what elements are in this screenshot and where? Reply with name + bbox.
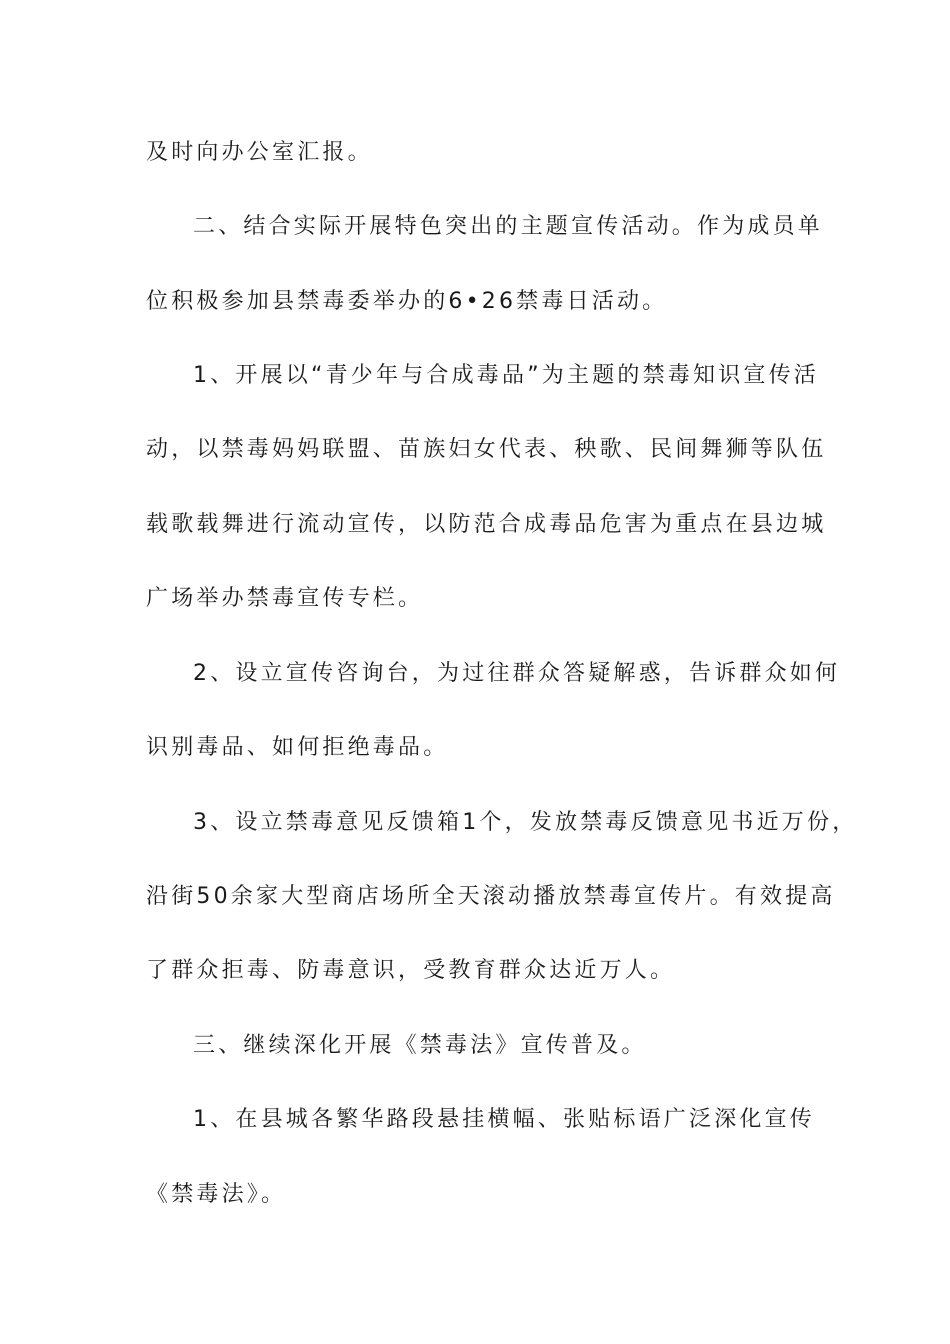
text-line: 载歌载舞进行流动宣传，以防范合成毒品危害为重点在县边城 bbox=[146, 512, 827, 537]
list-item-3: 3、设立禁毒意见反馈箱1个，发放禁毒反馈意见书近万份， bbox=[193, 810, 858, 835]
section-heading-3: 三、继续深化开展《禁毒法》宣传普及。 bbox=[193, 1033, 647, 1058]
text-line: 广场举办禁毒宣传专栏。 bbox=[146, 586, 424, 611]
text-line: 《禁毒法》。 bbox=[146, 1182, 287, 1207]
text-line: 识别毒品、如何拒绝毒品。 bbox=[146, 735, 449, 760]
text-line: 动，以禁毒妈妈联盟、苗族妇女代表、秧歌、民间舞狮等队伍 bbox=[146, 437, 827, 462]
list-item-1: 1、在县城各繁华路段悬挂横幅、张贴标语广泛深化宣传 bbox=[193, 1107, 815, 1132]
list-item-1: 1、开展以“青少年与合成毒品”为主题的禁毒知识宣传活 bbox=[193, 363, 819, 388]
text-line: 及时向办公室汇报。 bbox=[146, 140, 373, 165]
text-line: 了群众拒毒、防毒意识，受教育群众达近万人。 bbox=[146, 958, 676, 983]
text-line: 沿街50余家大型商店场所全天滚动播放禁毒宣传片。有效提高 bbox=[146, 884, 836, 909]
section-heading-2: 二、结合实际开展特色突出的主题宣传活动。作为成员单 bbox=[193, 214, 824, 239]
list-item-2: 2、设立宣传咨询台，为过往群众答疑解惑，告诉群众如何 bbox=[193, 661, 841, 686]
text-line: 位积极参加县禁毒委举办的6•26禁毒日活动。 bbox=[146, 289, 668, 314]
